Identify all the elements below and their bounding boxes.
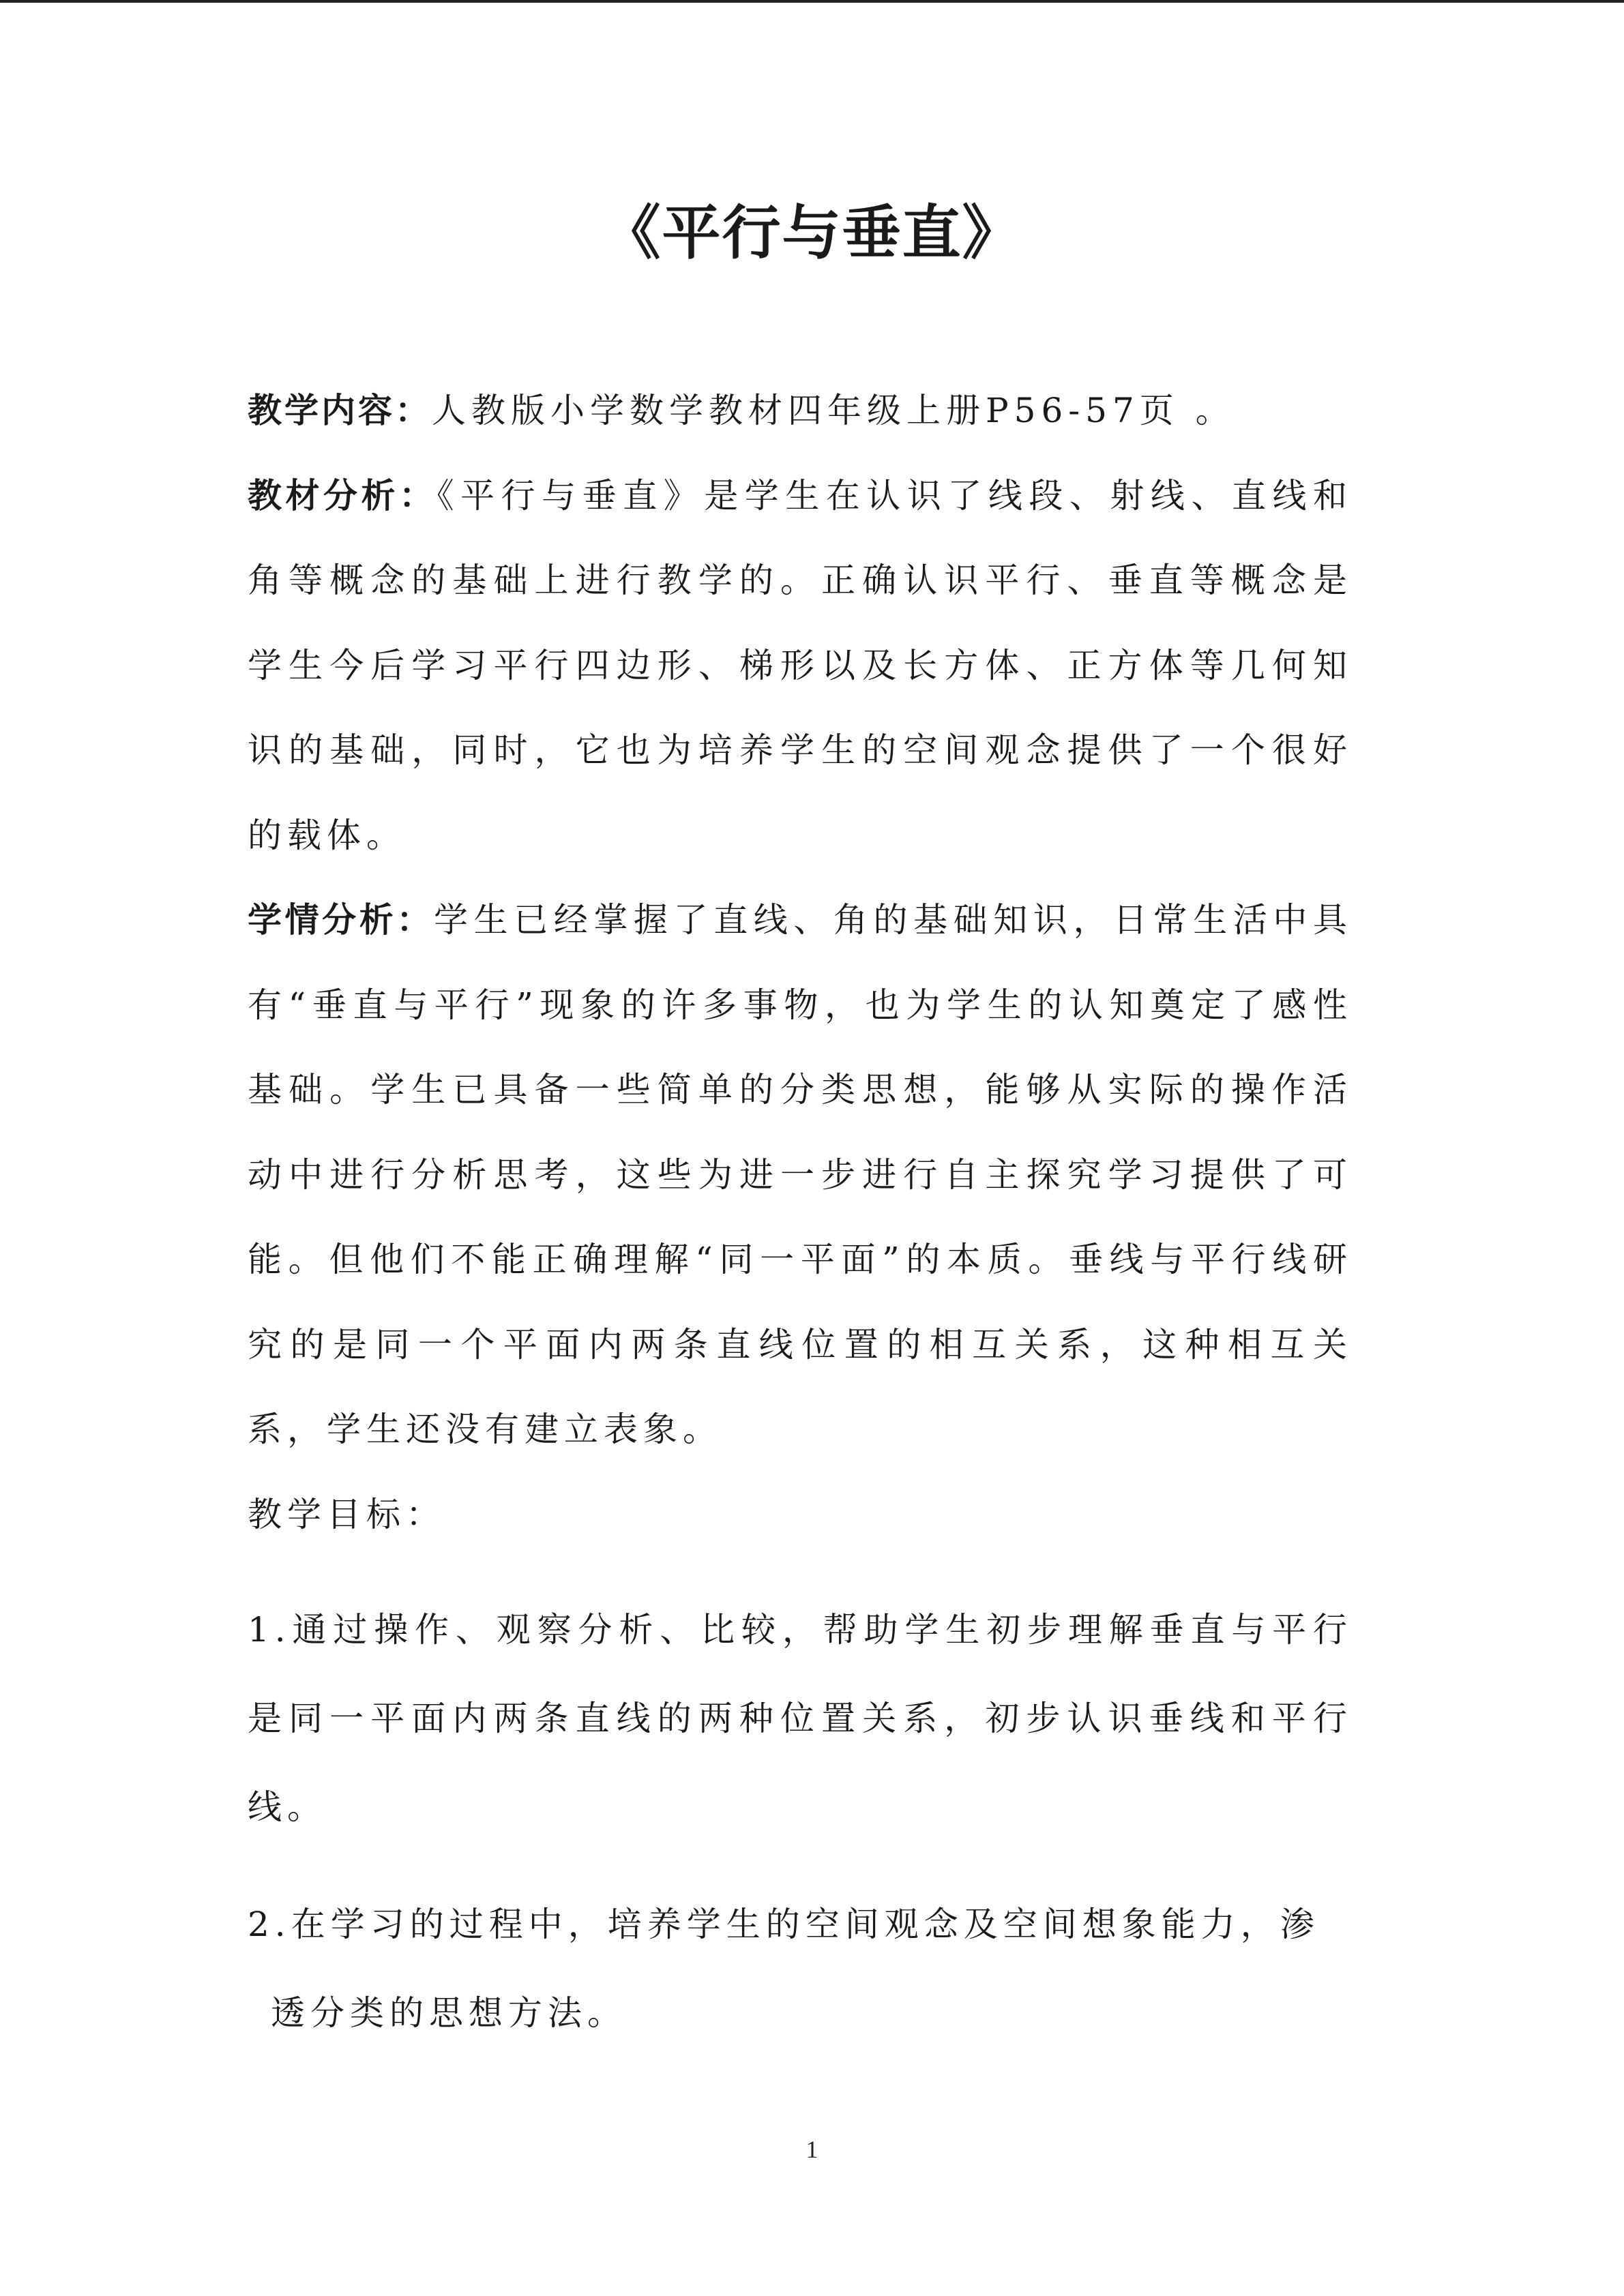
document-body <box>248 368 1353 2057</box>
page-number: 1 <box>806 2136 818 2163</box>
section-label: 学情分析： <box>248 900 434 940</box>
objective-text: 1.通过操作、观察分析、比较，帮助学生初步理解垂直与平行是同一平面内两条直线的两种位置关系，初步认识垂线和平行线。 <box>248 1610 1353 1827</box>
objective-continuation: 透分类的思想方法。 <box>271 1993 627 2033</box>
objective-text: 2.在学习的过程中，培养学生的空间观念及空间想象能力，渗 <box>248 1905 1320 1944</box>
section-label: 教材分析： <box>248 475 437 516</box>
objectives-heading: 教学目标： <box>248 1494 445 1534</box>
section-text: 人教版小学数学教材四年级上册P56-57页 。 <box>432 391 1235 430</box>
objective-item-1 <box>248 1585 1353 1851</box>
section-label: 教学内容： <box>248 391 432 430</box>
section-teaching-content <box>248 368 1353 453</box>
section-student-analysis <box>248 878 1353 1472</box>
objective-item-2 <box>248 1880 1353 2057</box>
section-text: 《平行与垂直》是学生在认识了线段、射线、直线和角等概念的基础上进行教学的。正确认识平行、垂直等概念是学生今后学习平行四边形、梯形以及长方体、正方体等几何知识的基础，同时，它也为培养学生的空间观念提供了一个很好的载体。 <box>248 475 1353 855</box>
section-material-analysis <box>248 453 1353 878</box>
top-border <box>0 0 1624 3</box>
page-title: 《平行与垂直》 <box>602 199 1022 267</box>
section-text: 学生已经掌握了直线、角的基础知识，日常生活中具有“垂直与平行”现象的许多事物，也为学生的认知奠定了感性基础。学生已具备一些简单的分类思想，能够从实际的操作活动中进行分析思考，这些为进一步进行自主探究学习提供了可能。但他们不能正确理解“同一平面”的本质。垂线与平行线研究的是同一个平面内两条直线位置的相互关系，这种相互关系，学生还没有建立表象。 <box>248 900 1353 1449</box>
